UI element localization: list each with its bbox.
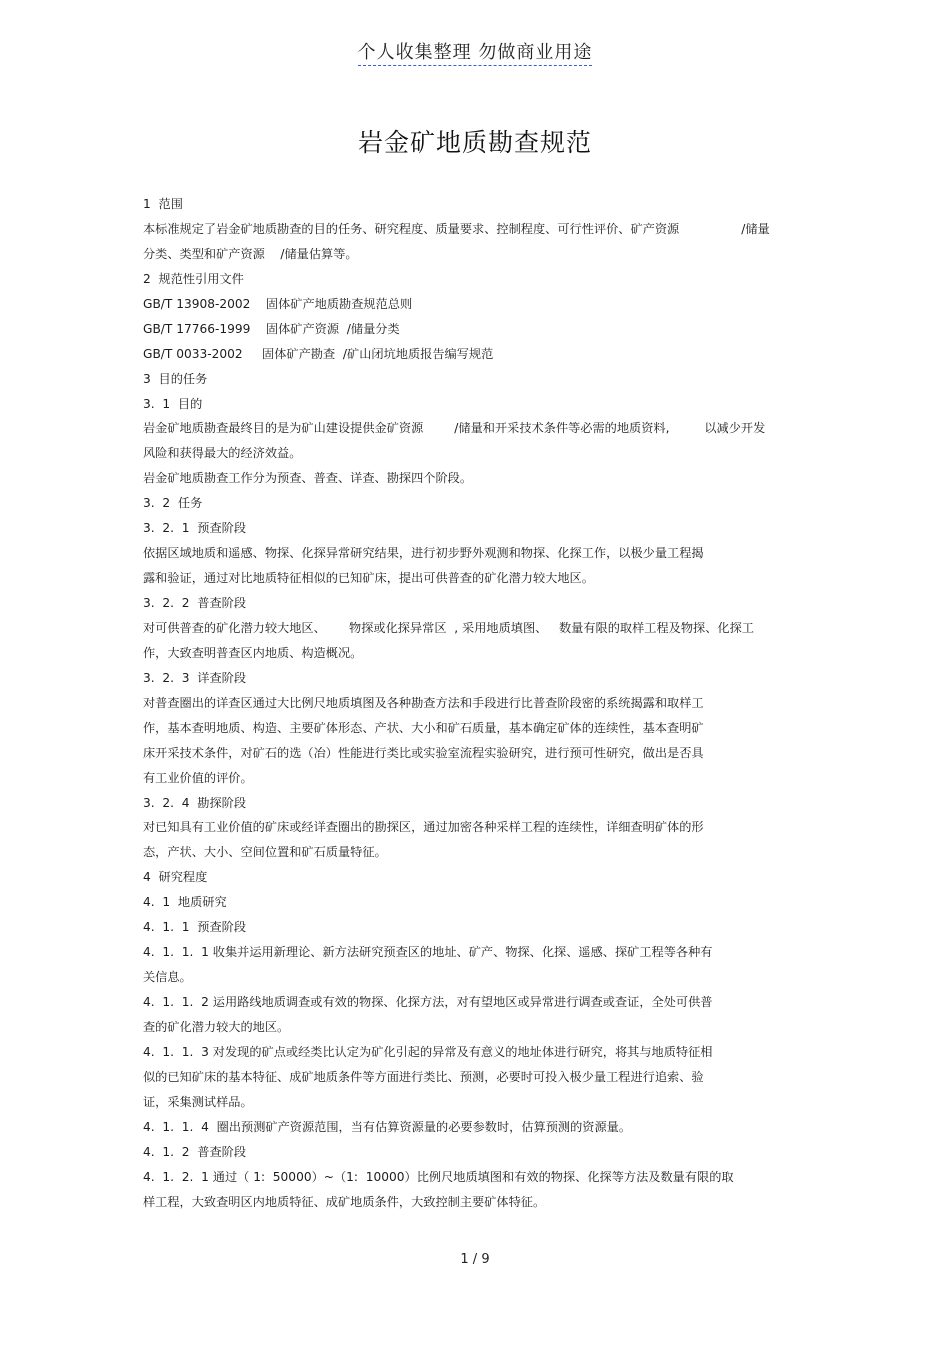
text-line: 4. 1. 2 普查阶段 bbox=[143, 1144, 247, 1159]
text-line: 3. 2. 4 勘探阶段 bbox=[143, 795, 247, 810]
text-line: 似的已知矿床的基本特征、成矿地质条件等方面进行类比、预测，必要时可投入极少量工程进行追索、验 bbox=[143, 1069, 704, 1084]
text-line: 4. 1. 2. 1 通过（ 1: 50000）~（1: 10000）比例尺地质填图和有效的物探、化探等方法及数量有限的取 bbox=[143, 1169, 734, 1184]
text-line: GB/T 0033-2002 固体矿产勘查 /矿山闭坑地质报告编写规范 bbox=[143, 346, 494, 361]
text-line: 查的矿化潜力较大的地区。 bbox=[143, 1019, 290, 1034]
text-line: 3. 1 目的 bbox=[143, 396, 203, 411]
text-line: GB/T 13908-2002 固体矿产地质勘查规范总则 bbox=[143, 296, 413, 311]
text-line: 4. 1. 1. 2 运用路线地质调查或有效的物探、化探方法，对有望地区或异常进行调查或查证，全处可供普 bbox=[143, 995, 713, 1009]
text-line: 4. 1. 1. 3 对发现的矿点或经类比认定为矿化引起的异常及有意义的地址体进行研究，将其与地质特征相 bbox=[143, 1044, 713, 1059]
header-watermark-text: 个人收集整理 勿做商业用途 bbox=[358, 42, 593, 66]
text-line: 作，基本查明地质、构造、主要矿体形态、产状、大小和矿石质量，基本确定矿体的连续性，基本查明矿 bbox=[143, 720, 704, 735]
text-line: 岩金矿地质勘查工作分为预查、普查、详查、勘探四个阶段。 bbox=[143, 471, 473, 486]
text-line: 4. 1. 1 预查阶段 bbox=[143, 920, 247, 935]
text-line: 分类、类型和矿产资源 /储量估算等。 bbox=[143, 246, 358, 261]
text-line: 3. 2. 3 详查阶段 bbox=[143, 670, 247, 685]
text-line: 床开采技术条件，对矿石的选（冶）性能进行类比或实验室流程实验研究，进行预可性研究，做出是否具 bbox=[143, 745, 704, 760]
text-line: 对已知具有工业价值的矿床或经详查圈出的勘探区，通过加密各种采样工程的连续性，详细查明矿体的形 bbox=[143, 820, 704, 835]
document-title: 岩金矿地质勘查规范 bbox=[357, 128, 592, 157]
text-line: 露和验证，通过对比地质特征相似的已知矿床，提出可供普查的矿化潜力较大地区。 bbox=[143, 571, 594, 586]
text-line: 4 研究程度 bbox=[143, 870, 208, 885]
text-line: 4. 1 地质研究 bbox=[143, 895, 227, 910]
text-line: 证，采集测试样品。 bbox=[143, 1094, 253, 1109]
text-line: 关信息。 bbox=[143, 970, 192, 985]
page-header bbox=[0, 38, 950, 64]
text-line: 本标准规定了岩金矿地质勘查的目的任务、研究程度、质量要求、控制程度、可行性评价、矿产资源 /储量 bbox=[143, 221, 770, 236]
text-line: 4. 1. 1. 1 收集并运用新理论、新方法研究预查区的地址、矿产、物探、化探、遥感、探矿工程等各种有 bbox=[143, 945, 713, 960]
text-line: 作，大致查明普查区内地质、构造概况。 bbox=[143, 645, 363, 660]
text-line: 3. 2 任务 bbox=[143, 496, 203, 511]
text-line: 3. 2. 2 普查阶段 bbox=[143, 596, 247, 610]
text-line: 态，产状、大小、空间位置和矿石质量特征。 bbox=[143, 845, 387, 860]
text-line: 3 目的任务 bbox=[143, 371, 208, 386]
text-line: 对可供普查的矿化潜力较大地区、 物探或化探异常区 , 采用地质填图、 数量有限的取样工程及物探、化探工 bbox=[143, 620, 754, 635]
text-line: GB/T 17766-1999 固体矿产资源 /储量分类 bbox=[143, 321, 400, 336]
text-line: 样工程，大致查明区内地质特征、成矿地质条件，大致控制主要矿体特征。 bbox=[143, 1194, 546, 1209]
text-line: 依据区域地质和遥感、物探、化探异常研究结果，进行初步野外观测和物探、化探工作，以极少量工程揭 bbox=[143, 546, 704, 561]
text-line: 3. 2. 1 预查阶段 bbox=[143, 521, 247, 536]
text-line: 岩金矿地质勘查最终目的是为矿山建设提供金矿资源 /储量和开采技术条件等必需的地质资料, 以减少开发 bbox=[143, 421, 766, 436]
document-body bbox=[143, 192, 823, 1214]
text-line: 4. 1. 1. 4 圈出预测矿产资源范围，当有估算资源量的必要参数时，估算预测的资源量。 bbox=[143, 1119, 632, 1134]
text-line: 2 规范性引用文件 bbox=[143, 271, 244, 286]
text-line: 1 范围 bbox=[143, 197, 183, 211]
text-line: 对普查圈出的详查区通过大比例尺地质填图及各种勘查方法和手段进行比普查阶段密的系统揭露和取样工 bbox=[143, 695, 704, 710]
text-line: 有工业价值的评价。 bbox=[143, 770, 253, 785]
page-number: 1 / 9 bbox=[460, 1252, 490, 1267]
text-line: 风险和获得最大的经济效益。 bbox=[143, 446, 302, 461]
